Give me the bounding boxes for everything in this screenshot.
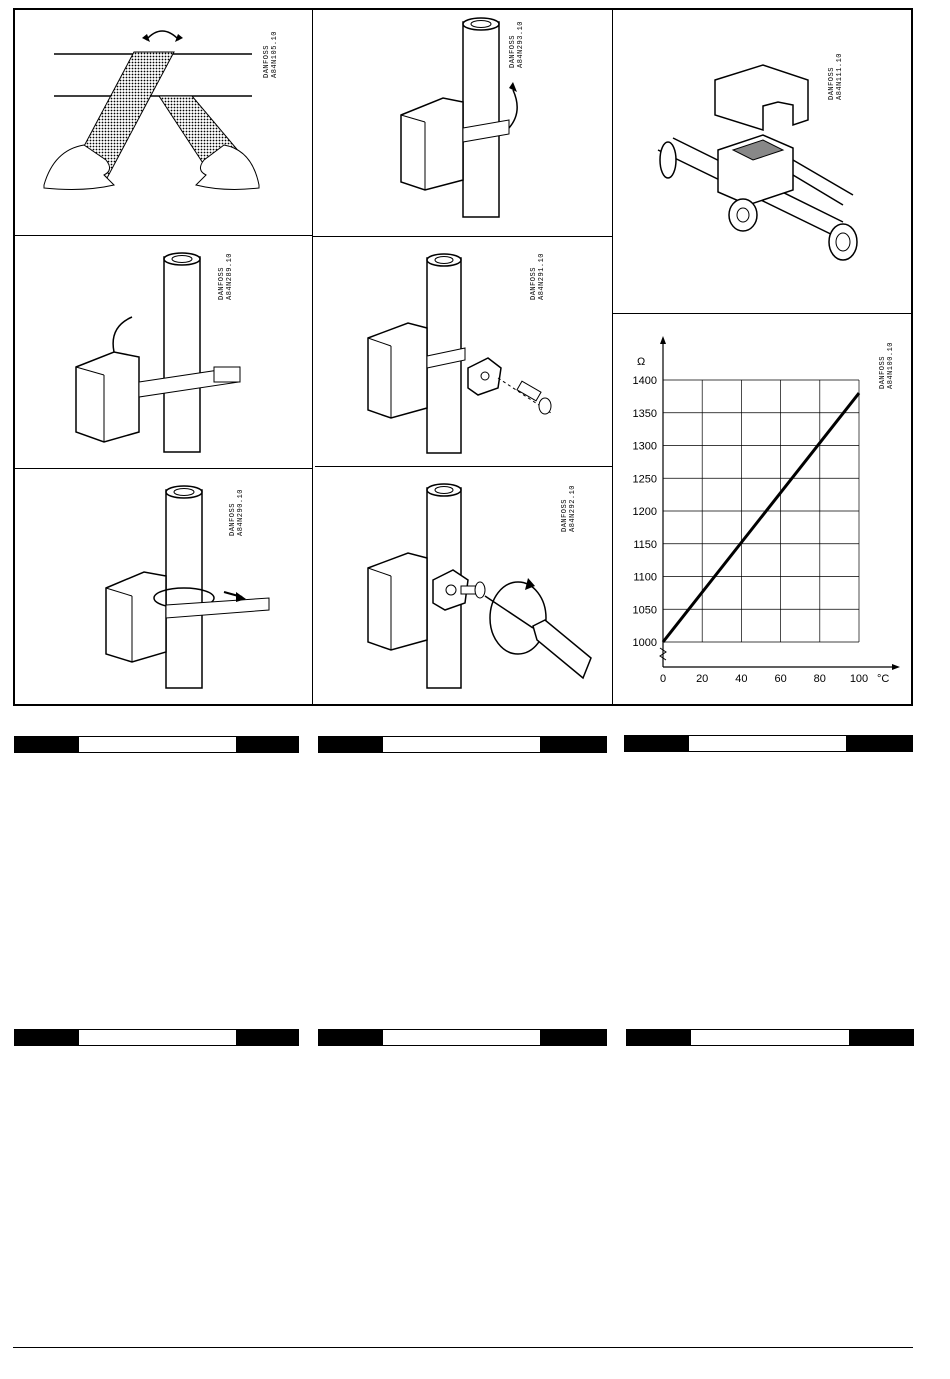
chart-y-tick-label: 1400: [632, 375, 657, 387]
row-divider-mid-1: [312, 236, 612, 237]
row-divider-left-2: [13, 468, 313, 469]
chart-y-tick-label: 1100: [633, 571, 657, 584]
resistance-temperature-chart: [613, 314, 911, 704]
figure-code-5: DANFOSS A84N291.10: [530, 252, 546, 300]
chart-y-unit-label: Ω: [637, 356, 646, 368]
figure-code-8: DANFOSS A84N100.10: [879, 341, 895, 389]
figure-strap-tighten: [14, 470, 312, 704]
chart-y-tick-label: 1150: [633, 538, 657, 551]
chart-series-line: [663, 393, 859, 642]
chart-x-tick-label: 100: [849, 673, 869, 685]
figure-sensor-assembly: [613, 10, 911, 312]
chart-y-tick-label: 1200: [632, 506, 657, 518]
chart-x-tick-label: 20: [696, 673, 709, 685]
chart-axis-break: [660, 648, 666, 660]
section-header-bar-5: [318, 1029, 607, 1046]
section-header-bar-6: [626, 1029, 914, 1046]
figure-code-1: DANFOSS A84N105.10: [263, 30, 279, 78]
chart-y-tick-label: 1050: [632, 604, 657, 617]
chart-y-tick-label: 1250: [632, 473, 657, 486]
figure-screw-clamp: [313, 238, 611, 466]
chart-y-axis-arrow: [660, 336, 666, 344]
figure-code-7: DANFOSS A84N292.10: [561, 484, 577, 532]
figure-strap-wrap: [14, 237, 312, 467]
figure-code-4: DANFOSS A84N289.10: [218, 252, 234, 300]
chart-x-tick-label: 0: [659, 673, 667, 685]
footer-rule: [13, 1347, 913, 1348]
section-header-bar-3: [624, 735, 913, 752]
section-header-bar-1: [14, 736, 299, 753]
section-header-bar-2: [318, 736, 607, 753]
chart-y-tick-label: 1000: [632, 637, 657, 649]
row-divider-left-1: [13, 235, 313, 236]
chart-x-unit-label: °C: [877, 673, 890, 685]
figure-code-2: DANFOSS A84N293.10: [509, 20, 525, 68]
chart-x-axis-arrow: [892, 664, 900, 670]
figure-code-6: DANFOSS A84N290.10: [229, 488, 245, 536]
figure-strap-around-pipe: [313, 10, 611, 234]
chart-x-tick-label: 40: [735, 673, 748, 685]
section-header-bar-4: [14, 1029, 299, 1046]
chart-x-tick-label: 80: [813, 673, 826, 685]
figure-code-3: DANFOSS A84N111.10: [828, 52, 844, 100]
chart-y-tick-label: 1350: [632, 407, 657, 420]
chart-y-tick-label: 1300: [632, 440, 657, 453]
chart-x-tick-label: 60: [774, 673, 787, 685]
row-divider-mid-2: [315, 466, 613, 467]
